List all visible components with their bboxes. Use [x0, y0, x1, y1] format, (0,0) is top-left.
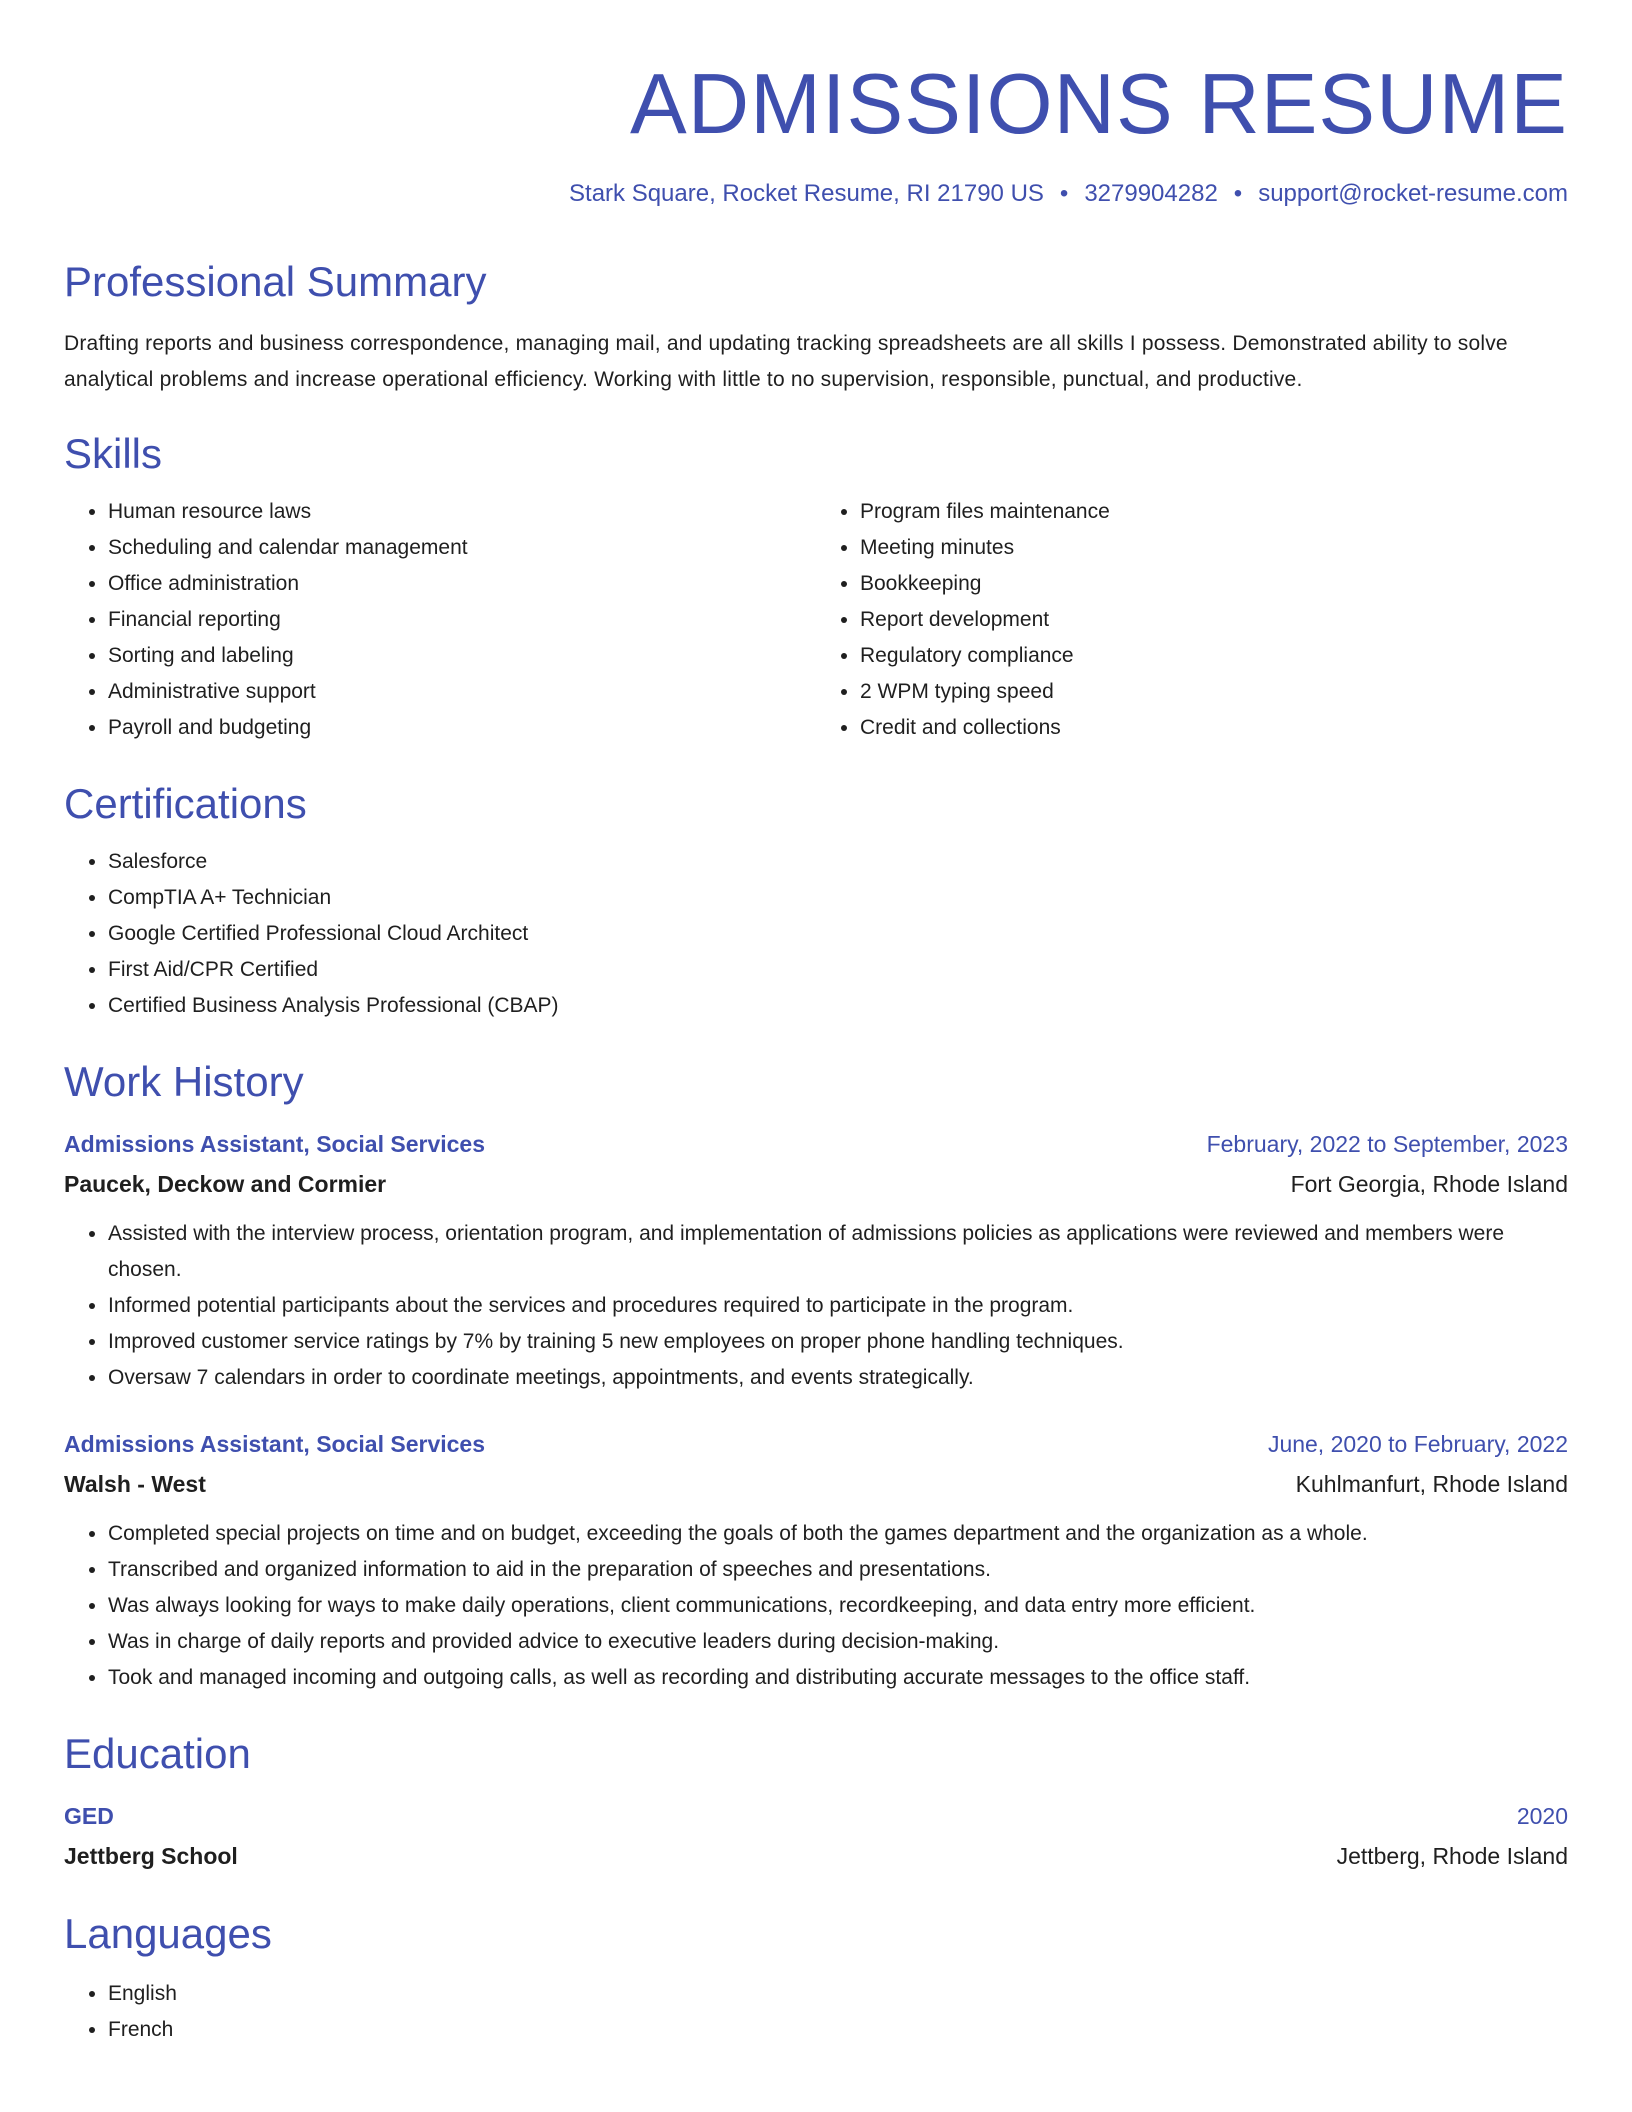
certification-item: • Salesforce: [108, 844, 1568, 880]
job-duty: • Assisted with the interview process, orientation program, and implementation of admissions policies as applications were reviewed and members were chosen.: [108, 1216, 1568, 1288]
job-header-row: [64, 1124, 1568, 1164]
skills-column-left: [64, 494, 816, 746]
contact-separator: •: [1233, 180, 1243, 207]
job-entry: [64, 1424, 1568, 1696]
job-duty: • Completed special projects on time and on budget, exceeding the goals of both the games department and the organization as a whole.: [108, 1516, 1568, 1552]
job-title: Admissions Assistant, Social Services: [64, 1431, 485, 1457]
email-text: support@rocket-resume.com: [1258, 180, 1568, 207]
education-heading: Education: [64, 1730, 251, 1777]
certification-item: • Certified Business Analysis Professional (CBAP): [108, 988, 1568, 1024]
employer-name: Paucek, Deckow and Cormier: [64, 1171, 387, 1197]
skill-item: • Financial reporting: [108, 602, 816, 638]
degree-name: GED: [64, 1803, 114, 1829]
skill-item: • 2 WPM typing speed: [860, 674, 1568, 710]
job-dates: June, 2020 to February, 2022: [1267, 1431, 1568, 1457]
address-text: Stark Square, Rocket Resume, RI 21790 US: [569, 180, 1044, 207]
certification-item: • CompTIA A+ Technician: [108, 880, 1568, 916]
skill-item: • Office administration: [108, 566, 816, 602]
job-employer-row: [64, 1164, 1568, 1204]
job-location: Fort Georgia, Rhode Island: [1290, 1171, 1568, 1197]
certifications-heading: Certifications: [64, 780, 307, 827]
contact-separator: •: [1059, 180, 1069, 207]
skill-item: • Program files maintenance: [860, 494, 1568, 530]
education-entry: [64, 1796, 1568, 1876]
skill-item: • Report development: [860, 602, 1568, 638]
skills-heading: Skills: [64, 430, 163, 477]
resume-title: ADMISSIONS RESUME: [630, 57, 1568, 152]
languages-heading: Languages: [64, 1910, 272, 1957]
skill-item: • Meeting minutes: [860, 530, 1568, 566]
job-duties-list: [64, 1216, 1568, 1396]
employer-name: Walsh - West: [64, 1471, 206, 1497]
skill-item: • Regulatory compliance: [860, 638, 1568, 674]
job-duties-list: [64, 1516, 1568, 1696]
skills-column-right: [816, 494, 1568, 746]
job-entry: [64, 1124, 1568, 1396]
job-duty: • Was in charge of daily reports and provided advice to executive leaders during decision-making.: [108, 1624, 1568, 1660]
job-employer-row: [64, 1464, 1568, 1504]
skills-list: [64, 494, 1568, 746]
language-item: • English: [108, 1976, 1568, 2012]
certification-item: • First Aid/CPR Certified: [108, 952, 1568, 988]
job-duty: • Took and managed incoming and outgoing calls, as well as recording and distributing accurate messages to the office staff.: [108, 1660, 1568, 1696]
contact-line: [64, 178, 1568, 210]
skill-item: • Administrative support: [108, 674, 816, 710]
job-duty: • Was always looking for ways to make daily operations, client communications, recordkeeping, and data entry more efficient.: [108, 1588, 1568, 1624]
job-title: Admissions Assistant, Social Services: [64, 1131, 485, 1157]
job-duty: • Transcribed and organized information to aid in the preparation of speeches and presentations.: [108, 1552, 1568, 1588]
resume-page: [64, 0, 1568, 2048]
summary-heading: Professional Summary: [64, 258, 487, 305]
graduation-year: 2020: [1516, 1803, 1568, 1829]
job-duty: • Improved customer service ratings by 7% by training 5 new employees on proper phone handling techniques.: [108, 1324, 1568, 1360]
education-school-row: [64, 1836, 1568, 1876]
job-location: Kuhlmanfurt, Rhode Island: [1295, 1471, 1568, 1497]
school-location: Jettberg, Rhode Island: [1336, 1843, 1568, 1869]
job-duty: • Oversaw 7 calendars in order to coordinate meetings, appointments, and events strategically.: [108, 1360, 1568, 1396]
skill-item: • Bookkeeping: [860, 566, 1568, 602]
skill-item: • Scheduling and calendar management: [108, 530, 816, 566]
work-history-heading: Work History: [64, 1058, 304, 1105]
skill-item: • Human resource laws: [108, 494, 816, 530]
skill-item: • Payroll and budgeting: [108, 710, 816, 746]
job-header-row: [64, 1424, 1568, 1464]
summary-text: Drafting reports and business correspondence, managing mail, and updating tracking spreadsheets are all skills I possess. Demonstrated ability to solve analytical problems and increase operational efficiency. Working with little to no supervision, responsible, punctual, and productive.: [64, 332, 1508, 391]
job-duty: • Informed potential participants about the services and procedures required to participate in the program.: [108, 1288, 1568, 1324]
certification-item: • Google Certified Professional Cloud Architect: [108, 916, 1568, 952]
school-name: Jettberg School: [64, 1843, 238, 1869]
certifications-list: [64, 844, 1568, 1024]
languages-list: [64, 1976, 1568, 2048]
job-dates: February, 2022 to September, 2023: [1206, 1131, 1568, 1157]
language-item: • French: [108, 2012, 1568, 2048]
skill-item: • Credit and collections: [860, 710, 1568, 746]
phone-text: 3279904282: [1084, 180, 1218, 207]
education-header-row: [64, 1796, 1568, 1836]
skill-item: • Sorting and labeling: [108, 638, 816, 674]
